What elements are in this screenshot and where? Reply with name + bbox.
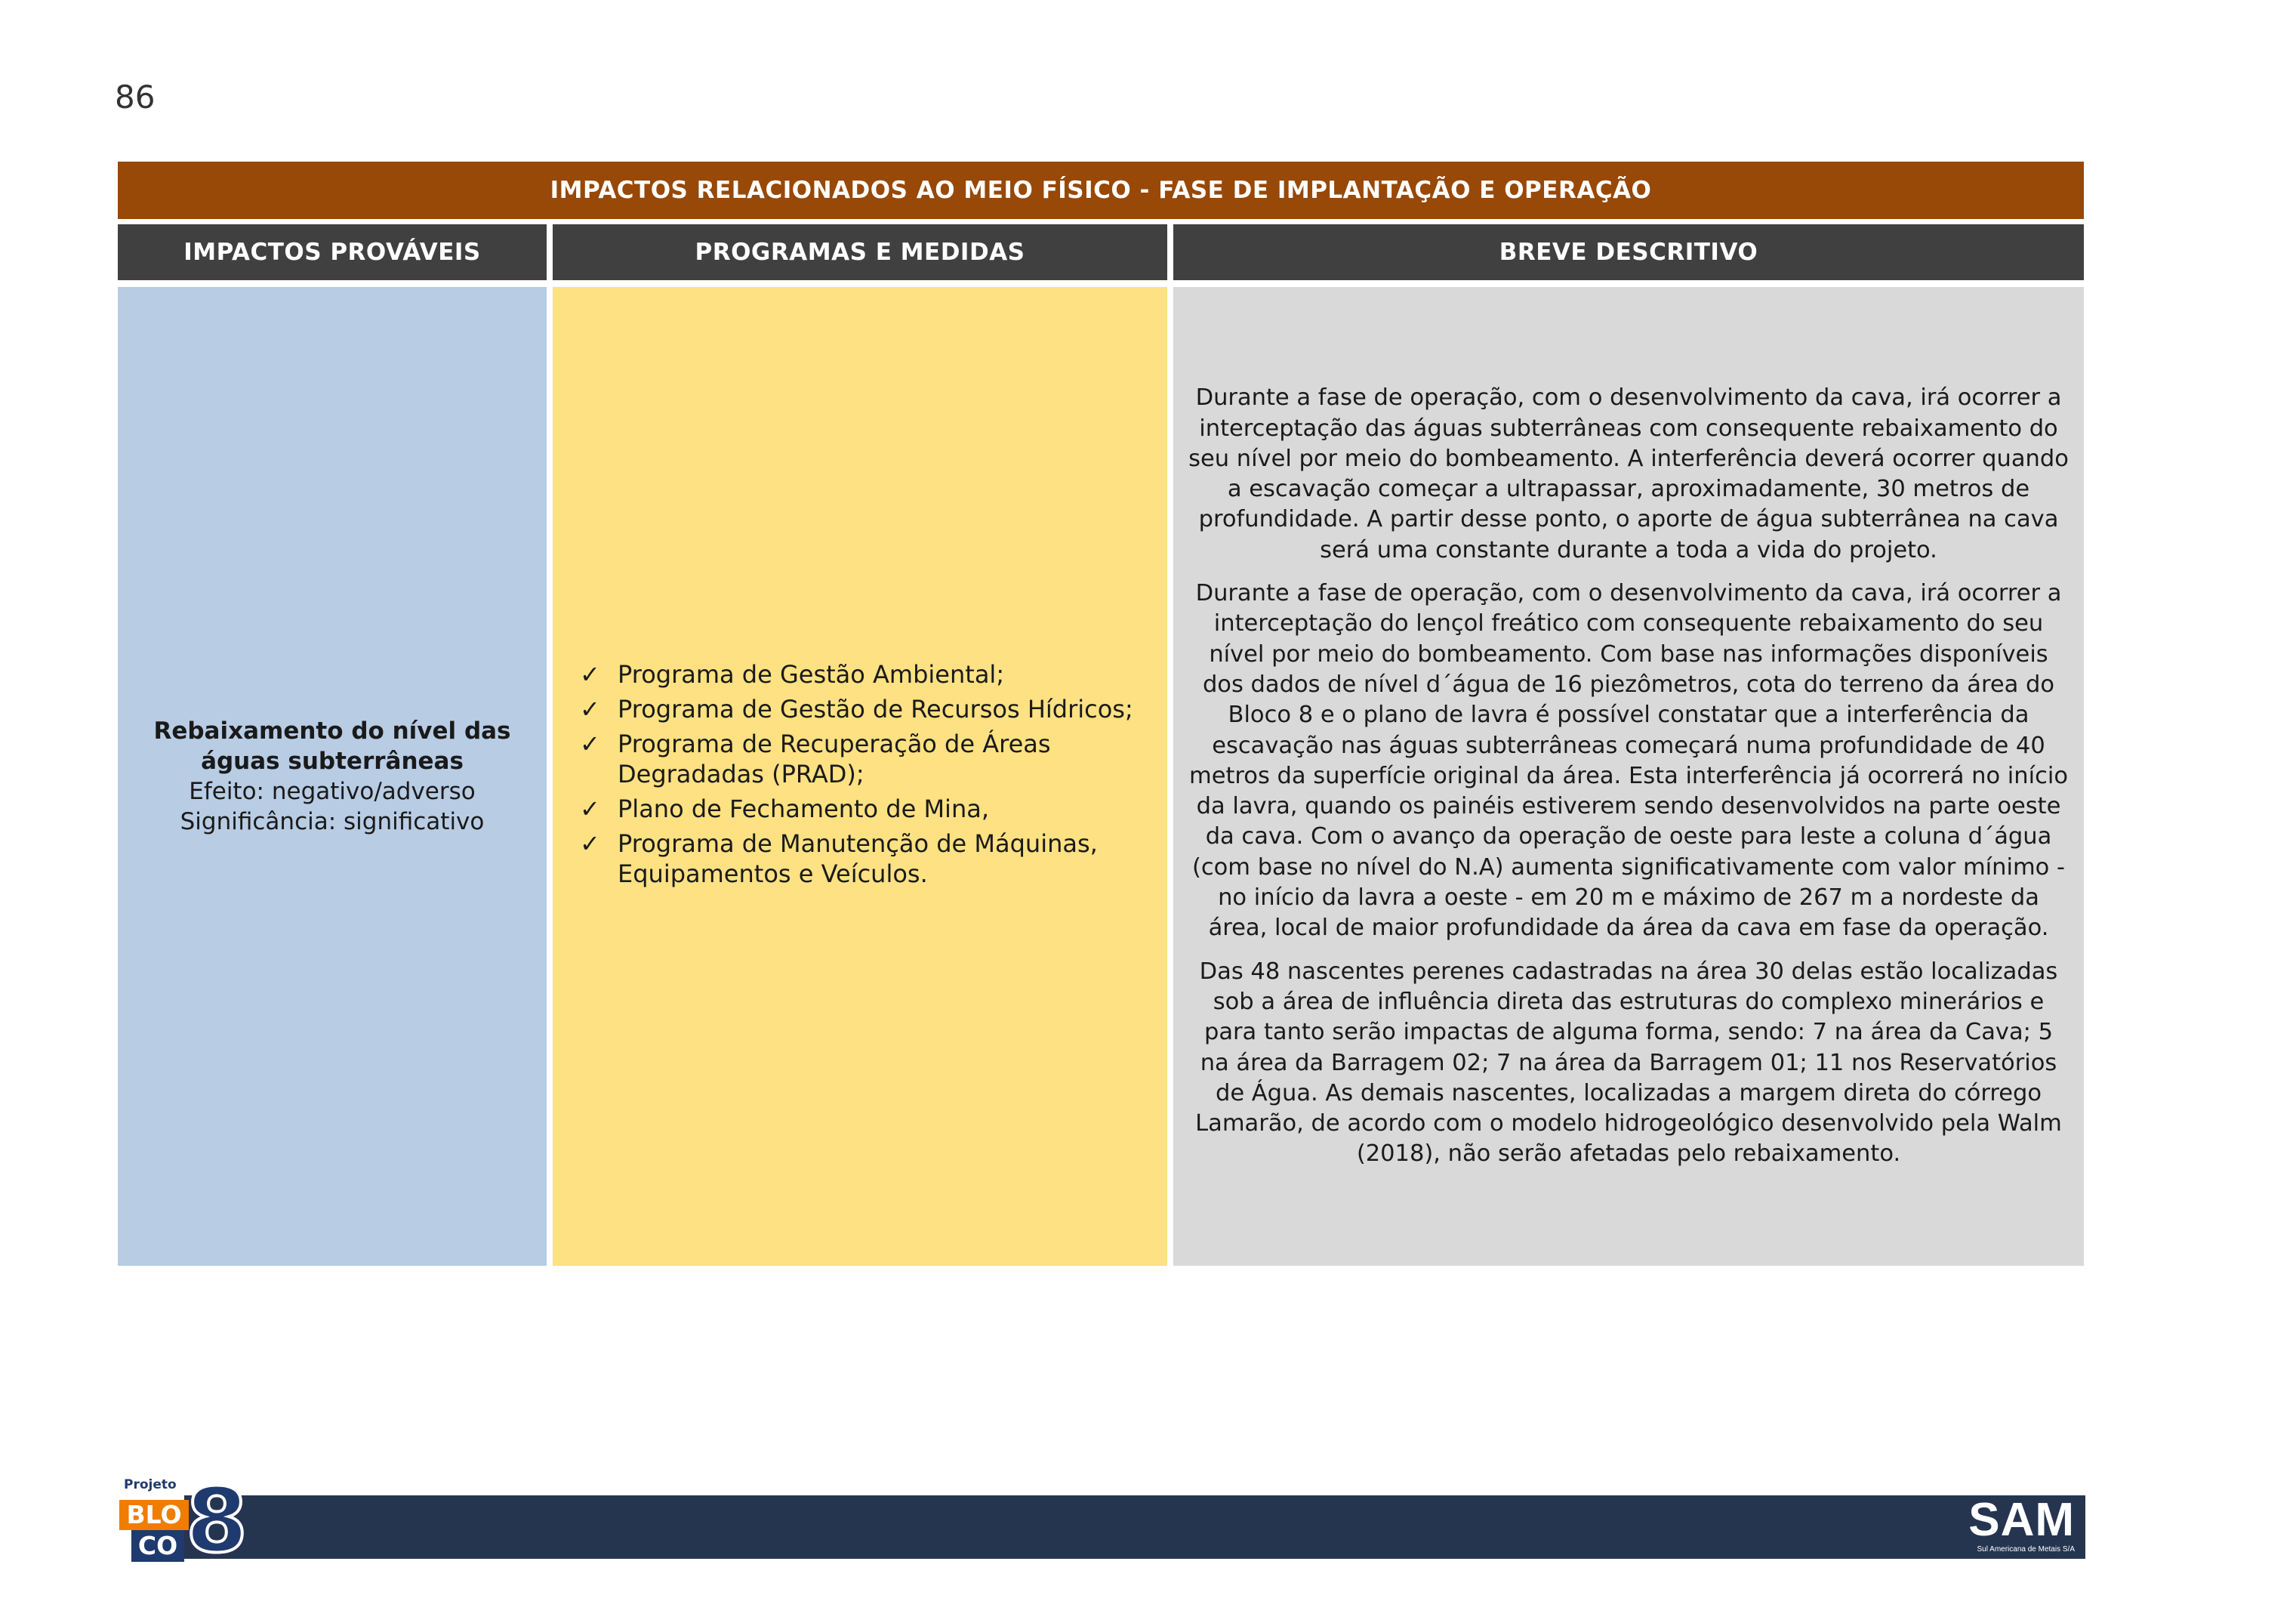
table-title: IMPACTOS RELACIONADOS AO MEIO FÍSICO - FASE DE IMPLANTAÇÃO E OPERAÇÃO [118, 162, 2084, 219]
impact-effect: Efeito: negativo/adverso [189, 778, 476, 805]
checkmark-icon: ✓ [580, 730, 600, 758]
logo-number: 8 [186, 1468, 248, 1572]
sam-logo-name: SAM [1968, 1494, 2075, 1546]
program-label: Plano de Fechamento de Mina, [618, 795, 989, 823]
sam-logo [1968, 1495, 2075, 1559]
logo-part-blo: BLO [119, 1500, 189, 1530]
program-label: Programa de Gestão Ambiental; [618, 660, 1005, 689]
checkmark-icon: ✓ [580, 829, 600, 858]
description-paragraph: Durante a fase de operação, com o desenvolvimento da cava, irá ocorrer a interceptação do lençol freático com consequente rebaixamento do seu nível por meio do bombeamento. Com base nas informações disponíveis dos dados de nível d´água de 16 piezômetros, cota do terreno da área do Bloco 8 e o plano de lavra é possível constatar que a interferência da escavação nas águas subterrâneas começará numa profundidade de 40 metros da superfície original da área. Esta interferência já ocorrerá no início da lavra, quando os painéis estiverem sendo desenvolvidos na parte oeste da cava. Com o avanço da operação de oeste para leste a coluna d´água (com base no nível do N.A) aumenta significativamente com valor mínimo - no início da lavra a oeste - em 20 m e máximo de 267 m a nordeste da área, local de maior profundidade da área da cava em fase da operação. [1189, 580, 2068, 942]
sam-logo-subtitle: Sul Americana de Metais S/A [1977, 1545, 2075, 1554]
page-number: 86 [115, 79, 156, 116]
header-breve-descritivo: BREVE DESCRITIVO [1173, 224, 2084, 280]
checkmark-icon: ✓ [580, 660, 600, 689]
description-paragraph: Durante a fase de operação, com o desenvolvimento da cava, irá ocorrer a interceptação das águas subterrâneas com consequente rebaixamento do seu nível por meio do bombeamento. A interferência deverá ocorrer quando a escavação começar a ultrapassar, aproximadamente, 30 metros de profundidade. A partir desse ponto, o aporte de água subterrânea na cava será uma constante durante a toda a vida do projeto. [1188, 384, 2069, 563]
logo-part-co: CO [131, 1530, 184, 1562]
list-item [580, 828, 1145, 889]
impact-significance: Significância: significativo [180, 808, 485, 835]
programs-cell [553, 287, 1167, 1266]
description-cell [1173, 287, 2084, 1266]
program-label: Programa de Manutenção de Máquinas, Equipamentos e Veículos. [618, 829, 1098, 888]
program-list [580, 659, 1145, 893]
header-programas-e-medidas: PROGRAMAS E MEDIDAS [553, 224, 1167, 280]
description-paragraph: Das 48 nascentes perenes cadastradas na área 30 delas estão localizadas sob a área de influência direta das estruturas do complexo minerários e para tanto serão impactas de alguma forma, sendo: 7 na área da Cava; 5 na área da Barragem 02; 7 na área da Barragem 01; 11 nos Reservatórios de Água. As demais nascentes, localizadas a margem direta do córrego Lamarão, de acordo com o modelo hidrogeológico desenvolvido pela Walm (2018), não serão afetadas pelo rebaixamento. [1195, 958, 2062, 1168]
checkmark-icon: ✓ [580, 795, 600, 823]
program-label: Programa de Recuperação de Áreas Degradadas (PRAD); [618, 730, 1051, 788]
impact-title: Rebaixamento do nível das águas subterrâneas [153, 717, 511, 775]
header-impactos-provaveis: IMPACTOS PROVÁVEIS [118, 224, 547, 280]
projeto-bloco-8-logo [116, 1468, 248, 1572]
logo-prefix: Projeto [124, 1477, 177, 1492]
impact-cell [118, 287, 547, 1266]
list-item [580, 659, 1145, 690]
footer-bar [184, 1495, 2085, 1559]
list-item [580, 794, 1145, 824]
list-item [580, 729, 1145, 789]
list-item [580, 694, 1145, 724]
program-label: Programa de Gestão de Recursos Hídricos; [618, 695, 1133, 724]
checkmark-icon: ✓ [580, 695, 600, 724]
